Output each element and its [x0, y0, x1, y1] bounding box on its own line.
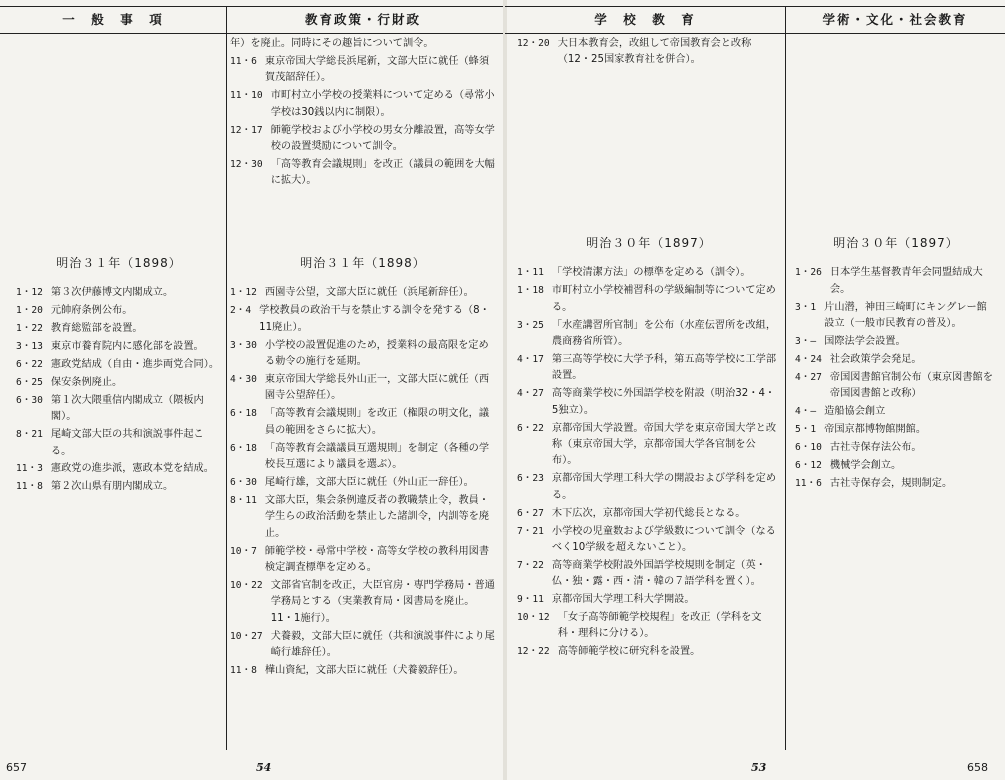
entry-date: 12・22: [517, 646, 550, 658]
entry-text: 帝国京都博物館開館。: [824, 424, 927, 436]
timeline-entry: [517, 644, 781, 660]
entry-date: 6・30: [16, 394, 43, 406]
timeline-entry: [517, 610, 781, 643]
timeline-entry: [795, 300, 997, 333]
year-heading: 明治３０年（1897）: [586, 236, 712, 250]
entry-date: 7・22: [517, 559, 544, 571]
entry-text: 京都帝国大学理工科大学開設。: [551, 594, 695, 606]
timeline-entry: [517, 283, 781, 316]
timeline-entry: [16, 375, 222, 391]
entry-date: 6・27: [517, 507, 544, 519]
timeline-entry: [230, 441, 496, 474]
entry-text: 西園寺公望，文部大臣に就任（浜尾新辞任）。: [264, 287, 474, 299]
timeline-entry: [16, 479, 222, 495]
school-top-column: [517, 36, 781, 70]
entry-text: 「学校清潔方法」の標準を定める（訓令）。: [551, 267, 751, 279]
entry-date: 1・11: [517, 267, 544, 279]
entry-text: 古社寺保存法公布。: [829, 441, 922, 453]
entry-text: 第２次山県有朋内閣成立。: [50, 481, 174, 493]
timeline-entry: [795, 422, 997, 438]
continued-text: 年）を廃止。同時にその趣旨について訓令。: [230, 38, 434, 49]
timeline-entry: [795, 265, 997, 298]
entry-text: 高等商業学校に外国語学校を附設（明治32・4・5独立）。: [551, 388, 776, 416]
general-affairs-column: [16, 255, 222, 497]
timeline-entry: [16, 285, 222, 301]
entry-text: 大日本教育会，改組して帝国教育会と改称（12・25国家教育社を併合）。: [557, 38, 752, 66]
timeline-entry: [517, 524, 781, 557]
entry-date: 11・3: [16, 463, 43, 475]
entry-text: 「高等教育会議規則」を改正（権限の明文化，議員の範囲をさらに拡大）。: [264, 408, 490, 436]
entry-date: 4・17: [517, 353, 544, 365]
entry-text: 第三高等学校に大学予科，第五高等学校に工学部設置。: [551, 353, 777, 382]
entry-text: 尾崎行雄，文部大臣に就任（外山正一辞任）。: [264, 476, 474, 488]
timeline-entry: [795, 370, 997, 403]
entry-date: 1・12: [230, 287, 257, 299]
left-header-row: [0, 6, 505, 34]
timeline-entry: [795, 352, 997, 368]
entry-date: 12・30: [230, 158, 263, 170]
timeline-entry: [16, 357, 222, 373]
timeline-entry: [230, 475, 496, 491]
page-number: 54: [256, 761, 272, 774]
entry-text: 国際法学会設置。: [824, 336, 906, 348]
culture-column: [795, 235, 997, 494]
timeline-entry: [517, 558, 781, 591]
entry-date: 6・10: [795, 441, 822, 453]
entry-date: 6・18: [230, 408, 257, 420]
timeline-entry: [230, 372, 496, 405]
entry-text: 東京帝国大学総長外山正一，文部大臣に就任（西園寺公望辞任）。: [264, 373, 490, 402]
entry-date: 12・17: [230, 124, 263, 136]
entry-text: 師範学校および小学校の男女分離設置，高等女学校の設置奨励について訓令。: [270, 124, 495, 152]
timeline-entry: [16, 321, 222, 337]
entry-date: 3・13: [16, 341, 43, 353]
entry-date: 4・27: [795, 371, 822, 383]
timeline-entry: [16, 339, 222, 355]
entry-date: 3・―: [795, 336, 817, 348]
entry-text: 高等師範学校に研究科を設置。: [557, 646, 701, 658]
column-divider: [226, 6, 227, 750]
entry-text: 高等商業学校附設外国語学校規則を制定（英・仏・独・露・西・清・韓の７語学科を置く）。: [551, 559, 766, 588]
entry-date: 1・20: [16, 305, 43, 317]
year-heading: 明治３１年（1898）: [56, 256, 182, 270]
entry-text: 「高等教育会議議員互選規則」を制定（各種の学校長互選により議員を選ぶ）。: [264, 442, 490, 470]
entry-text: 第１次大隈重信内閣成立（隈板内閣）。: [50, 394, 204, 423]
entry-text: 保安条例廃止。: [50, 376, 123, 388]
entry-text: 日本学生基督教青年会同盟結成大会。: [829, 267, 983, 295]
page-number: 53: [751, 761, 767, 774]
policy-entries-list: [230, 285, 496, 679]
entry-date: 4・―: [795, 406, 817, 418]
timeline-entry: [517, 386, 781, 419]
entry-text: 京都帝国大学理工科大学の開設および学科を定める。: [551, 473, 777, 501]
entry-text: 造船協会創立: [824, 406, 886, 418]
header-school-education: 学 校 教 育: [594, 12, 696, 27]
year-heading: 明治３０年（1897）: [833, 236, 959, 250]
year-heading: 明治３１年（1898）: [300, 256, 426, 270]
entry-text: 市町村立小学校補習科の学級編制等について定める。: [551, 285, 776, 313]
timeline-entry: [230, 629, 496, 662]
school-column: [517, 235, 781, 662]
entry-text: 小学校の児童数および学級数について訓令（なるべく10学級を超えないこと）。: [551, 525, 776, 553]
entry-text: 社会政策学会発足。: [829, 353, 922, 365]
entry-date: 8・21: [16, 429, 43, 441]
entry-date: 12・20: [517, 38, 550, 49]
entry-date: 1・12: [16, 287, 43, 299]
right-header-row: [505, 6, 1005, 34]
entry-date: 11・8: [230, 664, 257, 676]
entry-text: 教育総監部を設置。: [50, 323, 143, 335]
general-entries-list: [16, 285, 222, 495]
entry-date: 3・30: [230, 339, 257, 351]
timeline-entry: [16, 303, 222, 319]
policy-top-column: [230, 36, 496, 191]
entry-date: 2・4: [230, 305, 252, 317]
timeline-entry: [230, 578, 496, 627]
entry-text: 「高等教育会議規則」を改正（議員の範囲を大幅に拡大）。: [270, 158, 495, 187]
entry-text: 尾崎文部大臣の共和演説事件起こる。: [50, 429, 204, 457]
entry-date: 10・7: [230, 545, 257, 557]
policy-column: [230, 255, 496, 681]
entry-date: 1・18: [517, 285, 544, 297]
entry-text: 帝国図書館官制公布（東京図書館を帝国図書館と改称）: [829, 371, 993, 400]
timeline-entry: [230, 303, 496, 336]
timeline-entry: [795, 404, 997, 420]
timeline-entry: [230, 338, 496, 371]
entry-text: 元帥府条例公布。: [50, 305, 133, 317]
timeline-entry: [230, 544, 496, 577]
timeline-entry: [230, 493, 496, 542]
page-number: 657: [6, 761, 27, 774]
entry-text: 小学校の設置促進のため，授業料の最高限を定める勅令の施行を延期。: [264, 339, 489, 368]
right-page: [505, 0, 1005, 780]
entry-text: 犬養毅，文部大臣に就任（共和演説事件により尾崎行雄辞任）。: [270, 630, 495, 658]
entry-text: 市町村立小学校の授業料について定める（尋常小学校は30銭以内に制限）。: [270, 90, 495, 118]
timeline-entry: [230, 663, 496, 679]
entry-date: 4・30: [230, 373, 257, 385]
entry-date: 6・18: [230, 442, 257, 454]
entry-text: 古社寺保存会，規則制定。: [829, 477, 953, 489]
timeline-entry: [230, 88, 496, 121]
entry-text: 京都帝国大学設置。帝国大学を東京帝国大学と改称（東京帝国大学，京都帝国大学各官制を公布）。: [551, 422, 777, 467]
school-entries-list: [517, 265, 781, 660]
timeline-entry: [230, 123, 496, 156]
entry-text: 片山潜，神田三崎町にキングレー館設立（一般市民教育の普及）。: [824, 301, 987, 330]
header-general-affairs: 一 般 事 項: [62, 12, 164, 27]
entry-date: 7・21: [517, 525, 544, 537]
entry-date: 3・1: [795, 301, 817, 313]
entry-text: 「女子高等師範学校規程」を改正（学科を文科・理科に分ける）。: [557, 612, 762, 640]
timeline-entry: [795, 440, 997, 456]
timeline-entry: [795, 334, 997, 350]
entry-text: 憲政党結成（自由・進歩両党合同）。: [50, 359, 220, 371]
timeline-entry: [517, 471, 781, 504]
entry-date: 10・12: [517, 612, 550, 624]
entry-date: 1・26: [795, 267, 822, 279]
entry-date: 9・11: [517, 594, 544, 606]
entry-text: 東京帝国大学総長浜尾新，文部大臣に就任（蜂須賀茂韶辞任）。: [264, 55, 490, 84]
school-top-entries-list: [517, 36, 781, 69]
timeline-entry: [517, 592, 781, 608]
timeline-entry: [230, 157, 496, 190]
timeline-entry: [16, 461, 222, 477]
entry-text: 学校教員の政治干与を禁止する訓令を発する（8・11廃止）。: [259, 305, 490, 333]
column-divider: [785, 6, 786, 750]
entry-text: 第３次伊藤博文内閣成立。: [50, 287, 174, 299]
timeline-entry: [517, 318, 781, 351]
timeline-entry: [517, 506, 781, 522]
entry-text: 憲政党の進歩派，憲政本党を結成。: [50, 463, 214, 475]
entry-date: 6・30: [230, 476, 257, 488]
culture-entries-list: [795, 265, 997, 492]
entry-date: 6・22: [517, 422, 544, 434]
entry-text: 機械学会創立。: [829, 459, 902, 471]
policy-top-entries-list: [230, 54, 496, 190]
entry-date: 6・22: [16, 359, 43, 371]
timeline-entry: [517, 352, 781, 385]
entry-date: 11・6: [230, 55, 257, 67]
entry-text: 東京市養育院内に感化部を設置。: [50, 341, 204, 353]
timeline-entry: [795, 476, 997, 492]
entry-date: 6・12: [795, 459, 822, 471]
timeline-entry: [795, 458, 997, 474]
entry-date: 11・6: [795, 477, 822, 489]
entry-date: 8・11: [230, 494, 257, 506]
entry-text: 文部省官制を改正，大臣官房・専門学務局・普通学務局とする（実業教育局・図書局を廃止。11・1施行）。: [270, 579, 495, 624]
timeline-entry: [230, 406, 496, 439]
entry-date: 5・1: [795, 424, 817, 436]
header-education-policy: 教育政策・行財政: [304, 12, 421, 27]
entry-date: 3・25: [517, 319, 544, 331]
entry-date: 11・10: [230, 90, 263, 102]
entry-date: 6・25: [16, 376, 43, 388]
entry-text: 樺山資紀，文部大臣に就任（犬養毅辞任）。: [264, 664, 464, 676]
timeline-entry: [517, 36, 781, 69]
header-culture-education: 学術・文化・社会教育: [822, 12, 968, 27]
entry-date: 4・24: [795, 353, 822, 365]
entry-date: 10・27: [230, 630, 263, 642]
timeline-entry: [16, 427, 222, 460]
entry-date: 10・22: [230, 579, 263, 591]
timeline-entry: [517, 265, 781, 281]
timeline-entry: [16, 393, 222, 426]
entry-text: 文部大臣，集会条例違反者の教職禁止令，教員・学生らの政治活動を禁止した諸訓令，内訓等を廃止。: [264, 494, 490, 539]
page-number: 658: [967, 761, 988, 774]
timeline-entry: [517, 421, 781, 470]
entry-date: 6・23: [517, 473, 544, 485]
entry-text: 師範学校・尋常中学校・高等女学校の教科用図書検定調査標準を定める。: [264, 545, 490, 573]
entry-date: 4・27: [517, 388, 544, 400]
entry-text: 木下広次，京都帝国大学初代総長となる。: [551, 507, 746, 519]
entry-date: 1・22: [16, 323, 43, 335]
entry-date: 11・8: [16, 481, 43, 493]
timeline-entry: [230, 285, 496, 301]
entry-text: 「水産講習所官制」を公布（水産伝習所を改組，農商務省所管）。: [551, 319, 777, 348]
timeline-entry: [230, 54, 496, 87]
